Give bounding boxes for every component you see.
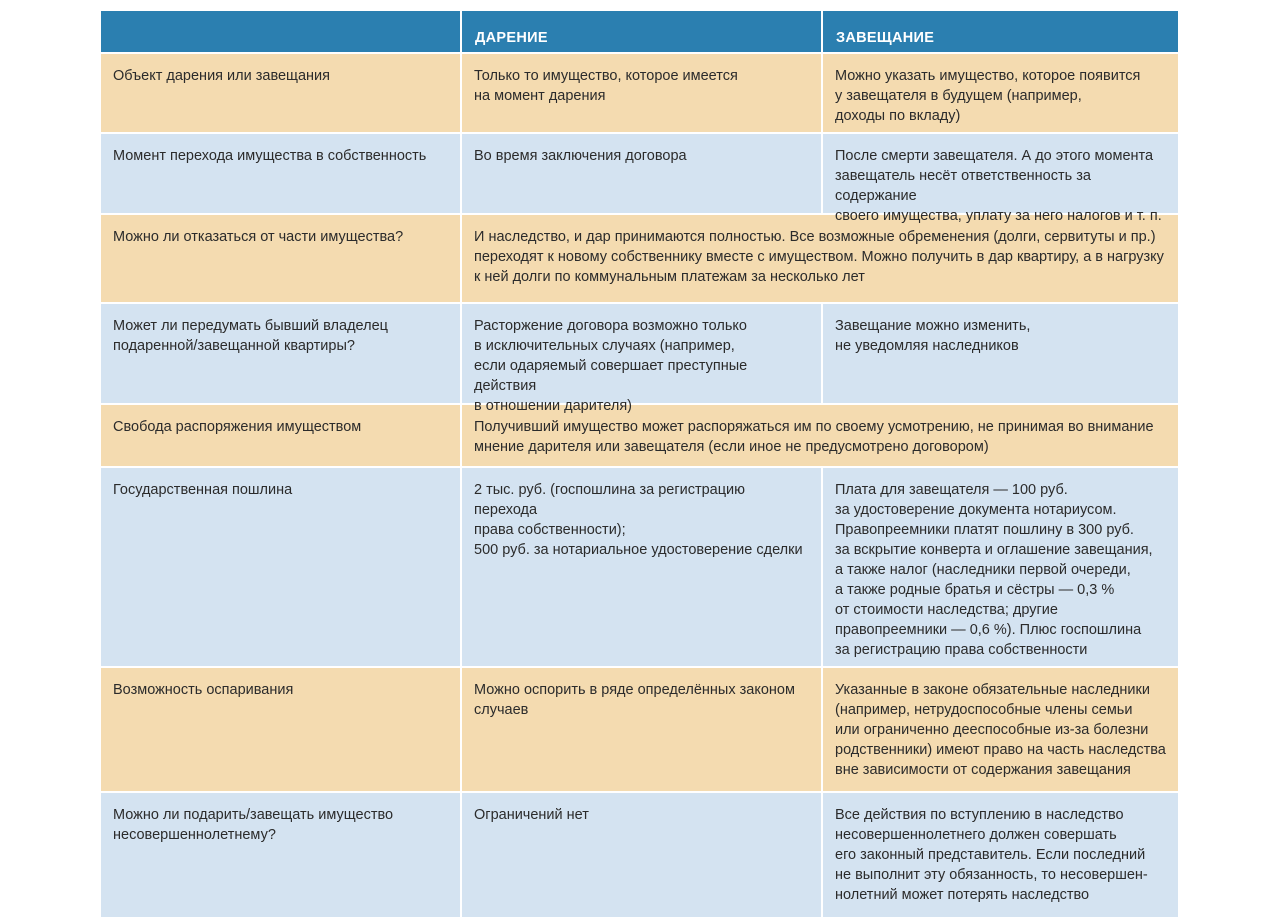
- comparison-table: [101, 11, 1178, 917]
- gift-cell: Во время заключения договора: [460, 134, 821, 213]
- row-label: Момент перехода имущества в собственность: [113, 148, 427, 164]
- merged-cell: Получивший имущество может распоряжаться им по своему усмотрению, не принимая во внимание мнение дарителя или завещателя (если иное не предусмотрено договором): [460, 405, 1178, 466]
- header-cell-will: ЗАВЕЩАНИЕ: [821, 11, 1178, 52]
- table-row: [101, 405, 1178, 468]
- row-label: Государственная пошлина: [113, 482, 293, 498]
- row-label: Свобода распоряжения имуществом: [113, 419, 362, 435]
- gift-cell: Можно оспорить в ряде определённых законом случаев: [460, 668, 821, 791]
- will-cell: После смерти завещателя. А до этого момента завещатель несёт ответственность за содержание своего имущества, уплату за него налогов и т. п.: [821, 134, 1178, 213]
- gift-cell: Только то имущество, которое имеется на момент дарения: [460, 54, 821, 132]
- row-label: Можно ли подарить/завещать имущество несовершеннолетнему?: [113, 807, 394, 843]
- will-cell: Завещание можно изменить, не уведомляя наследников: [821, 304, 1178, 403]
- will-cell: Все действия по вступлению в наследство несовершеннолетнего должен совершать его законный представитель. Если последний не выполнит эту обязанность, то несовершен- нолетний может потерять наследство: [821, 793, 1178, 917]
- table-row: [101, 793, 1178, 917]
- will-cell: Плата для завещателя — 100 руб. за удостоверение документа нотариусом. Правопреемники платят пошлину в 300 руб. за вскрытие конверта и оглашение завещания, а также налог (наследники первой очереди, а также родные братья и сёстры — 0,3 % от стоимости наследства; другие правопреемники — 0,6 %). Плюс госпошлина за регистрацию права собственности: [821, 468, 1178, 666]
- table-header: [101, 11, 1178, 54]
- header-cell-empty: [101, 11, 460, 52]
- table-row: [101, 54, 1178, 134]
- table-row: [101, 215, 1178, 304]
- table-row: [101, 304, 1178, 414]
- row-label: Может ли передумать бывший владелец подаренной/завещанной квартиры?: [113, 318, 388, 354]
- gift-cell: Ограничений нет: [460, 793, 821, 917]
- table-row: [101, 134, 1178, 224]
- merged-cell: И наследство, и дар принимаются полностью. Все возможные обременения (долги, сервитуты и пр.) переходят к новому собственнику вместе с имуществом. Можно получить в дар квартиру, а в нагрузку к ней долги по коммунальным платежам за несколько лет: [460, 215, 1178, 302]
- gift-cell: 2 тыс. руб. (госпошлина за регистрацию перехода права собственности); 500 руб. за нотариальное удостоверение сделки: [460, 468, 821, 666]
- row-label: Можно ли отказаться от части имущества?: [113, 229, 404, 245]
- table-row: [101, 668, 1178, 793]
- gift-cell: Расторжение договора возможно только в исключительных случаях (например, если одаряемый совершает преступные действия в отношении дарителя): [460, 304, 821, 403]
- table-row: [101, 468, 1178, 668]
- will-cell: Можно указать имущество, которое появится у завещателя в будущем (например, доходы по вкладу): [821, 54, 1178, 132]
- will-cell: Указанные в законе обязательные наследники (например, нетрудоспособные члены семьи или ограниченно дееспособные из-за болезни родственники) имеют право на часть наследства вне зависимости от содержания завещания: [821, 668, 1178, 791]
- row-label: Возможность оспаривания: [113, 682, 294, 698]
- header-cell-gift: ДАРЕНИЕ: [460, 11, 821, 52]
- row-label: Объект дарения или завещания: [113, 68, 331, 84]
